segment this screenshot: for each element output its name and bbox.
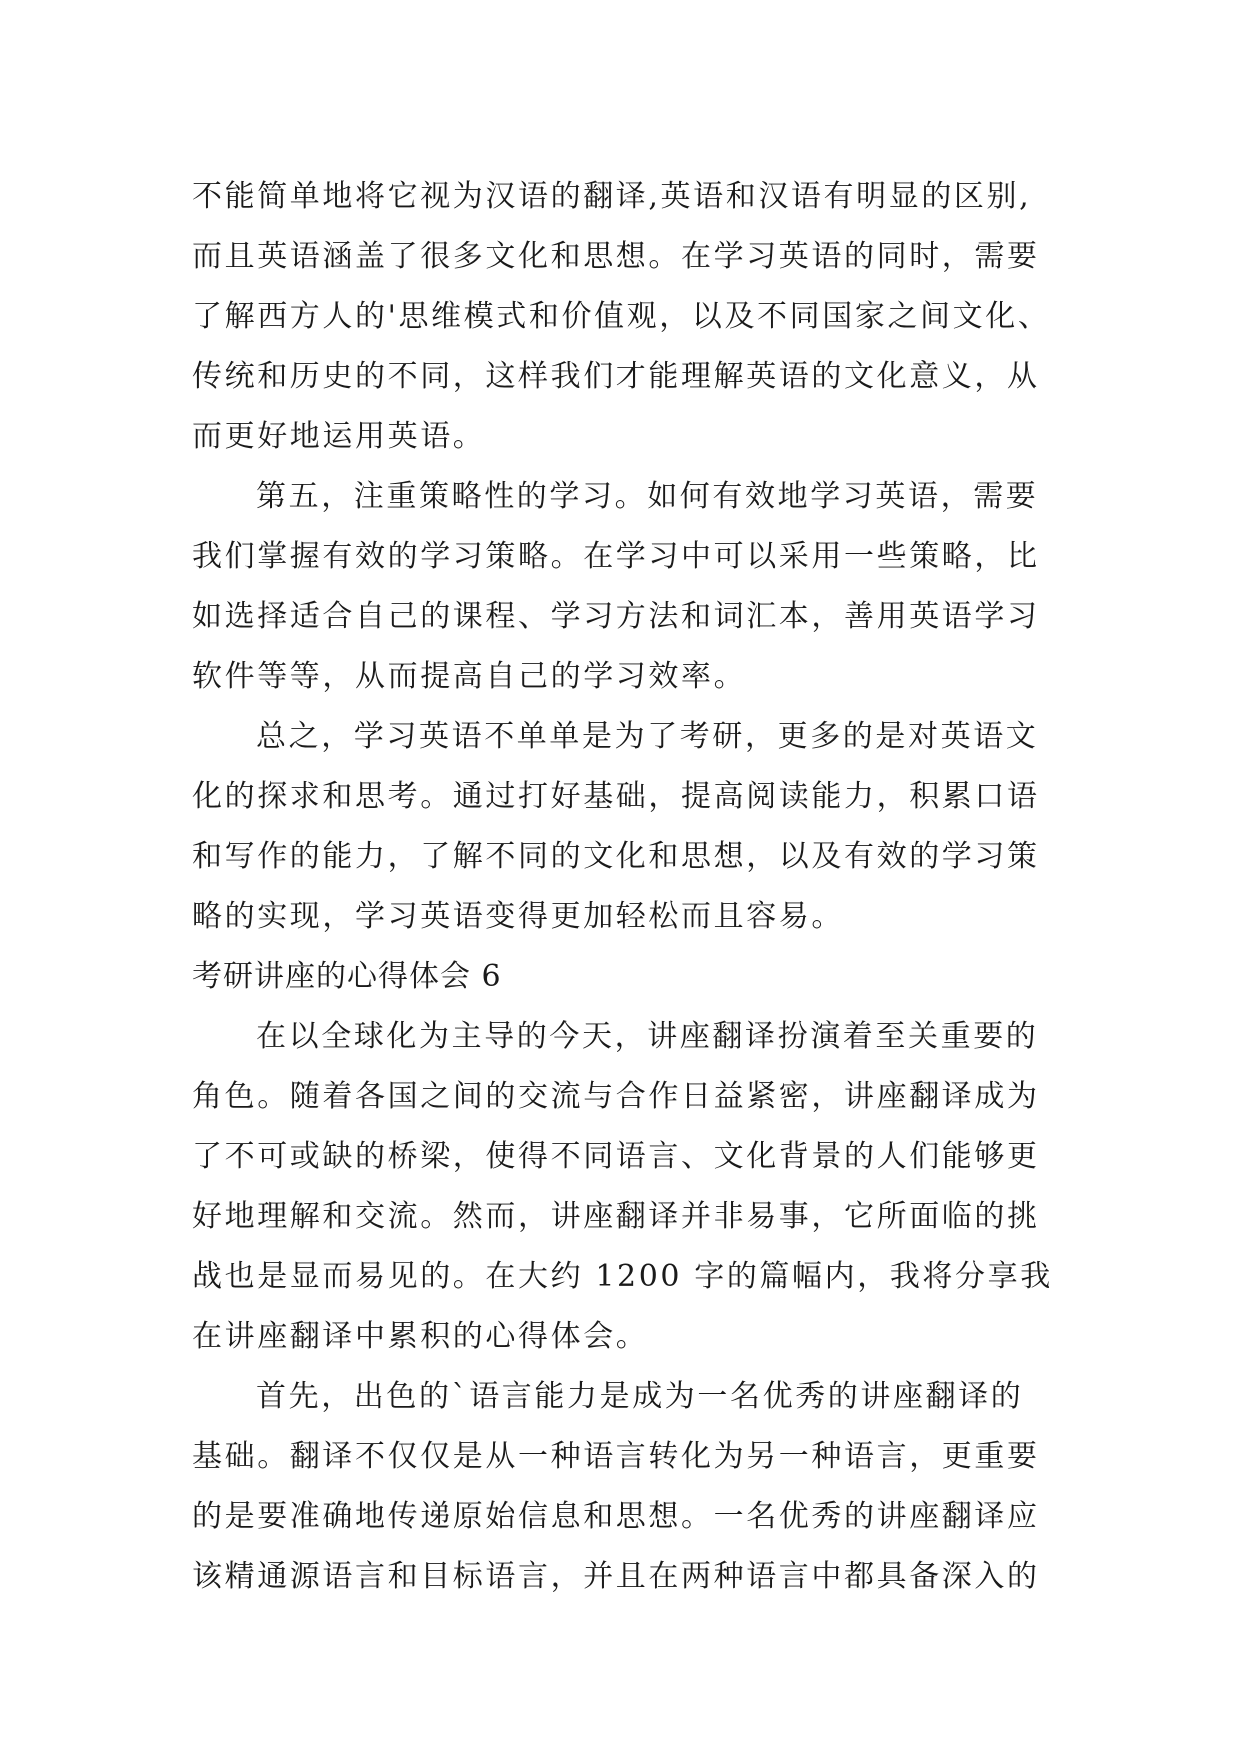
- text-line: 略的实现，学习英语变得更加轻松而且容易。: [192, 899, 844, 934]
- text-line: 角色。随着各国之间的交流与合作日益紧密，讲座翻译成为: [192, 1079, 1040, 1114]
- text-line: 不能简单地将它视为汉语的翻译,英语和汉语有明显的区别,: [192, 179, 1032, 214]
- text-line: 该精通源语言和目标语言，并且在两种语言中都具备深入的: [192, 1559, 1040, 1594]
- text-line: 在讲座翻译中累积的心得体会。: [192, 1319, 649, 1354]
- text-line: 和写作的能力，了解不同的文化和思想，以及有效的学习策: [192, 839, 1040, 874]
- text-line: 基础。翻译不仅仅是从一种语言转化为另一种语言，更重要: [192, 1439, 1040, 1474]
- text-line: 好地理解和交流。然而，讲座翻译并非易事，它所面临的挑: [192, 1199, 1040, 1234]
- text-line: 而更好地运用英语。: [192, 419, 486, 454]
- text-line: 了解西方人的'思维模式和价值观，以及不同国家之间文化、: [192, 299, 1051, 334]
- text-line: 而且英语涵盖了很多文化和思想。在学习英语的同时，需要: [192, 239, 1040, 274]
- paragraph-first-line: 总之，学习英语不单单是为了考研，更多的是对英语文: [256, 719, 1039, 754]
- paragraph-first-line: 首先，出色的`语言能力是成为一名优秀的讲座翻译的: [256, 1379, 1024, 1414]
- text-line: 我们掌握有效的学习策略。在学习中可以采用一些策略，比: [192, 539, 1040, 574]
- text-line: 传统和历史的不同，这样我们才能理解英语的文化意义，从: [192, 359, 1040, 394]
- text-line: 如选择适合自己的课程、学习方法和词汇本，善用英语学习: [192, 599, 1040, 634]
- text-line: 的是要准确地传递原始信息和思想。一名优秀的讲座翻译应: [192, 1499, 1040, 1534]
- document-body: [192, 167, 1092, 1607]
- text-line: 化的探求和思考。通过打好基础，提高阅读能力，积累口语: [192, 779, 1040, 814]
- section-heading: 考研讲座的心得体会 6: [192, 959, 502, 994]
- text-line: 软件等等，从而提高自己的学习效率。: [192, 659, 747, 694]
- paragraph-first-line: 在以全球化为主导的今天，讲座翻译扮演着至关重要的: [256, 1019, 1039, 1054]
- text-line: 了不可或缺的桥梁，使得不同语言、文化背景的人们能够更: [192, 1139, 1040, 1174]
- paragraph-first-line: 第五，注重策略性的学习。如何有效地学习英语，需要: [256, 479, 1039, 514]
- text-line: 战也是显而易见的。在大约 1200 字的篇幅内，我将分享我: [192, 1259, 1053, 1294]
